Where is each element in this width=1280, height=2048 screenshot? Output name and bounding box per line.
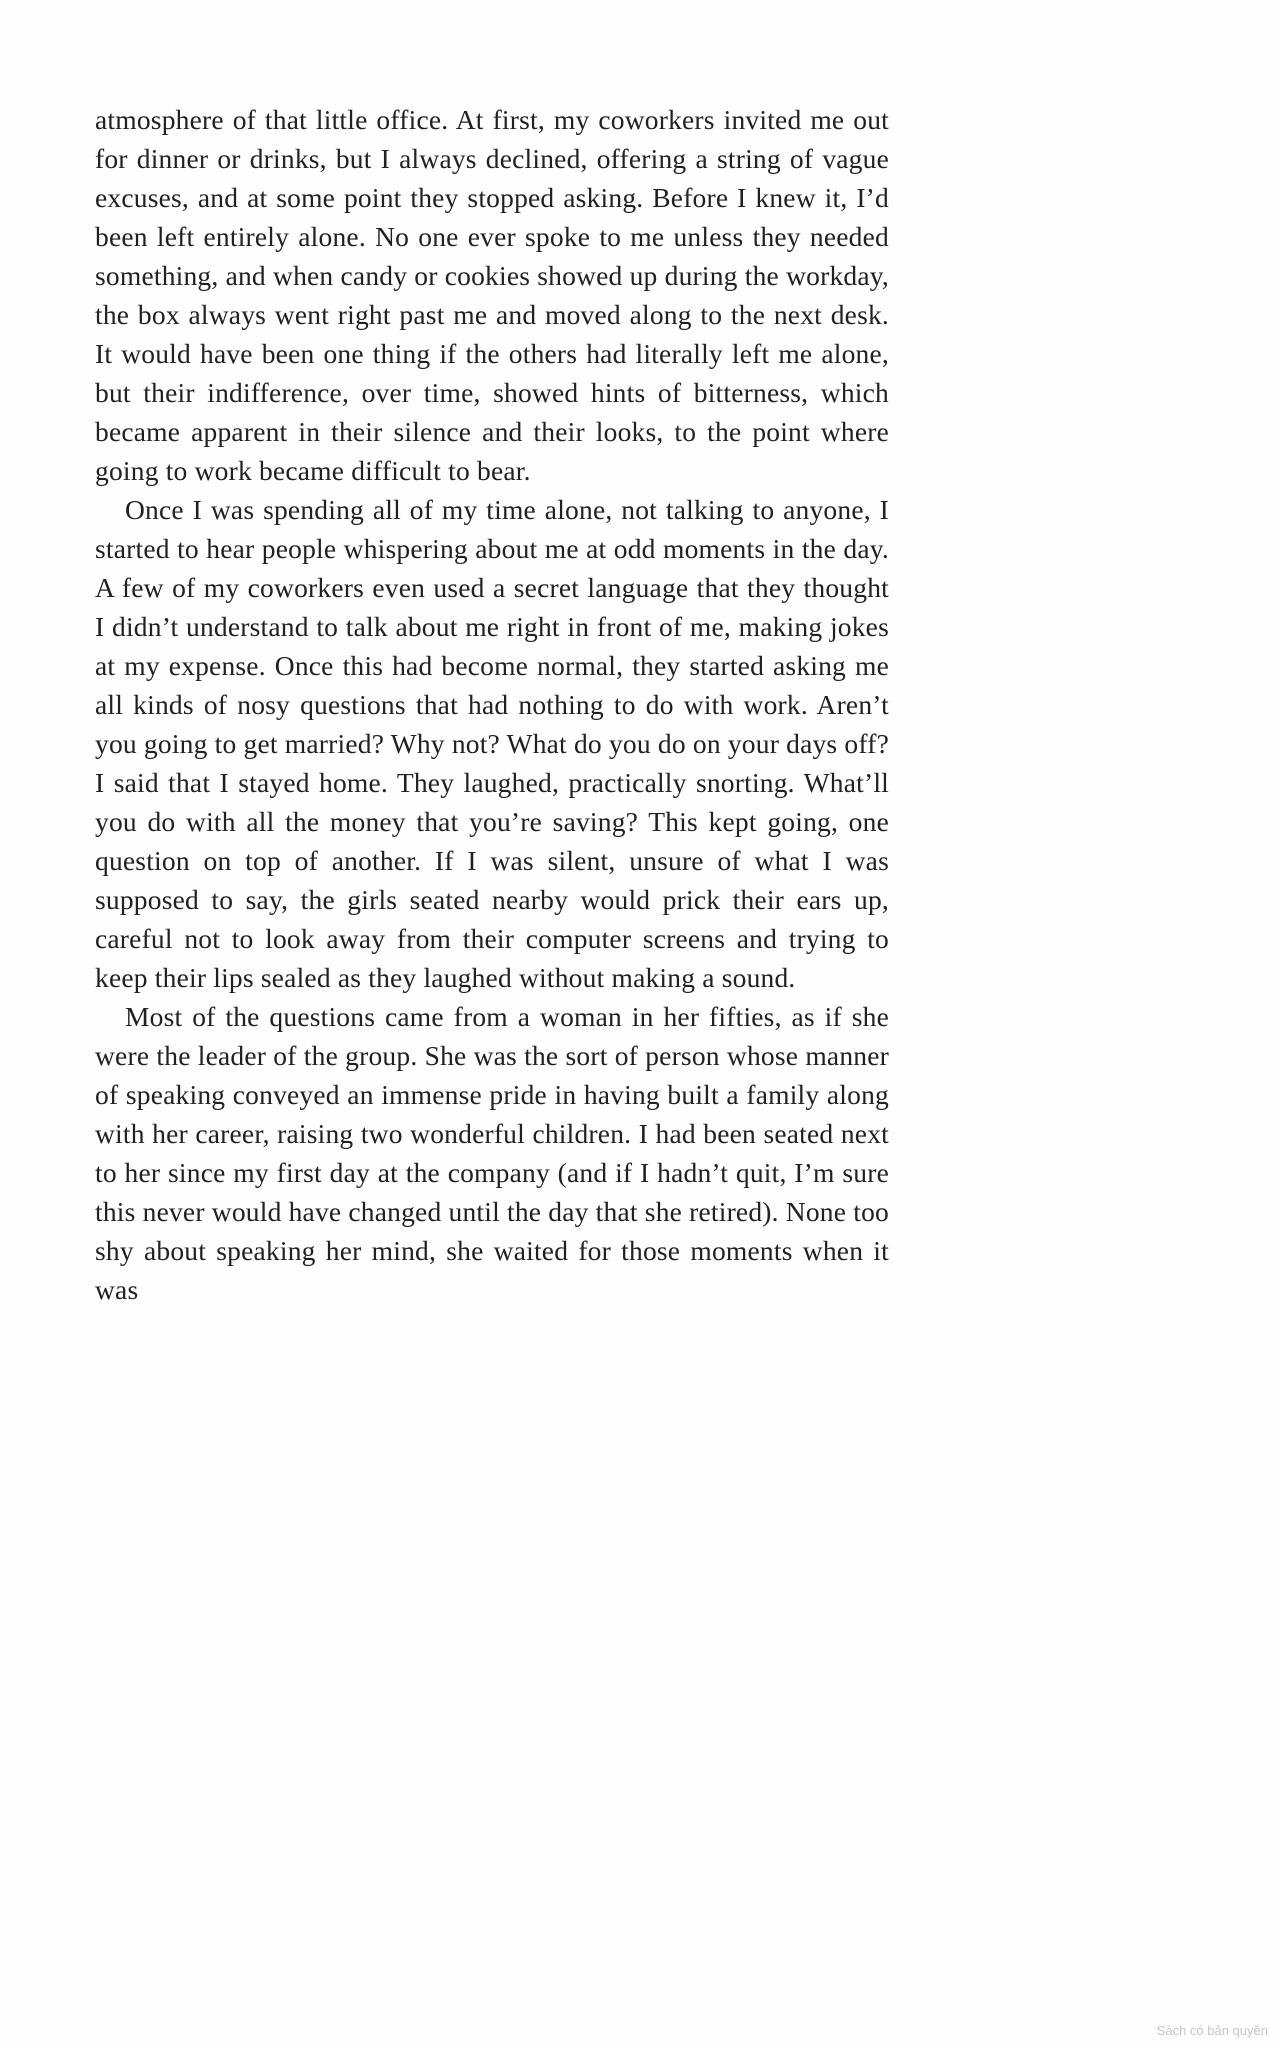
- watermark: Sách có bản quyền: [1156, 2023, 1268, 2038]
- paragraph: atmosphere of that little office. At first, my coworkers invited me out for dinner or drinks, but I always declined, offering a string of vague excuses, and at some point they stopped asking. Before I knew it, I’d been left entirely alone. No one ever spoke to me unless they needed something, and when candy or cookies showed up during the workday, the box always went right past me and moved along to the next desk. It would have been one thing if the others had literally left me alone, but their indifference, over time, showed hints of bitterness, which became apparent in their silence and their looks, to the point where going to work became difficult to bear.: [95, 104, 889, 486]
- paragraph: Most of the questions came from a woman in her fifties, as if she were the leader of the group. She was the sort of person whose manner of speaking conveyed an immense pride in having built a family along with her career, raising two wonderful children. I had been seated next to her since my first day at the company (and if I hadn’t quit, I’m sure this never would have changed until the day that she retired). None too shy about speaking her mind, she waited for those moments when it was: [95, 1001, 889, 1305]
- paragraph: Once I was spending all of my time alone, not talking to anyone, I started to hear people whispering about me at odd moments in the day. A few of my coworkers even used a secret language that they thought I didn’t understand to talk about me right in front of me, making jokes at my expense. Once this had become normal, they started asking me all kinds of nosy questions that had nothing to do with work. Aren’t you going to get married? Why not? What do you do on your days off? I said that I stayed home. They laughed, practically snorting. What’ll you do with all the money that you’re saving? This kept going, one question on top of another. If I was silent, unsure of what I was supposed to say, the girls seated nearby would prick their ears up, careful not to look away from their computer screens and trying to keep their lips sealed as they laughed without making a sound.: [95, 494, 889, 993]
- text-block: [95, 100, 889, 1309]
